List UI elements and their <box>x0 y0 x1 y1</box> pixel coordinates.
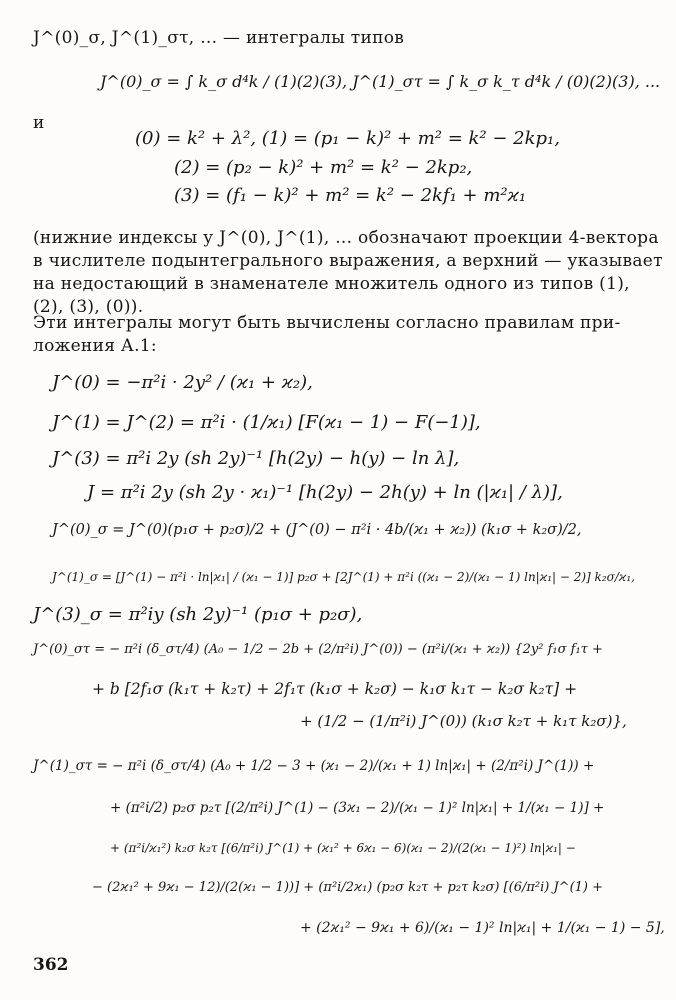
formula-j: J = π²i 2y (sh 2y · ϰ₁)⁻¹ [h(2y) − 2h(y) + ln (|ϰ₁| / λ)], <box>87 482 563 503</box>
paragraph-line: (2), (3), (0)). <box>33 297 144 317</box>
formula-j1-sigma-tau-cont: − (2ϰ₁² + 9ϰ₁ − 12)/(2(ϰ₁ − 1))] + (π²i/2ϰ₁) (p₂σ k₂τ + p₂τ k₂σ) [(6/π²i) J^(1) + <box>92 880 604 895</box>
formula-j0-sigma-tau-cont: + (1/2 − (1/π²i) J^(0)) (k₁σ k₂τ + k₁τ k₂σ)}, <box>300 712 627 730</box>
formula-j3: J^(3) = π²i 2y (sh 2y)⁻¹ [h(2y) − h(y) − ln λ], <box>52 448 460 469</box>
formula-j0-sigma-tau: J^(0)_στ = − π²i (δ_στ/4) (A₀ − 1/2 − 2b + (2/π²i) J^(0)) − (π²i/(ϰ₁ + ϰ₂)) {2y² f₁σ f₁τ + <box>33 642 603 657</box>
page-number: 362 <box>33 955 69 975</box>
paragraph-line: ложения А.1: <box>33 336 157 356</box>
formula-j1-sigma-tau: J^(1)_στ = − π²i (δ_στ/4) (A₀ + 1/2 − 3 + (ϰ₁ − 2)/(ϰ₁ + 1) ln|ϰ₁| + (2/π²i) J^(1)) + <box>33 758 595 774</box>
denominator-2: (2) = (p₂ − k)² + m² = k² − 2kp₂, <box>174 157 473 178</box>
paragraph-line: на недостающий в знаменателе множитель одного из типов (1), <box>33 274 630 294</box>
paragraph-line: Эти интегралы могут быть вычислены согласно правилам при- <box>33 313 621 333</box>
formula-j1-j2: J^(1) = J^(2) = π²i · (1/ϰ₁) [F(ϰ₁ − 1) − F(−1)], <box>52 412 481 433</box>
paragraph-line: (нижние индексы у J^(0), J^(1), ... обозначают проекции 4-вектора <box>33 228 659 248</box>
formula-j0: J^(0) = −π²i · 2y² / (ϰ₁ + ϰ₂), <box>52 372 313 393</box>
paragraph-line: в числителе подынтегрального выражения, а верхний — указывает <box>33 251 663 271</box>
conjunction-i: и <box>33 113 45 133</box>
formula-j3-sigma: J^(3)_σ = π²iy (sh 2y)⁻¹ (p₁σ + p₂σ), <box>33 604 363 625</box>
denominator-3: (3) = (f₁ − k)² + m² = k² − 2kf₁ + m²ϰ₁ <box>174 185 527 206</box>
formula-j1-sigma: J^(1)_σ = [J^(1) − π²i · ln|ϰ₁| / (ϰ₁ − 1)] p₂σ + [2J^(1) + π²i ((ϰ₁ − 2)/(ϰ₁ − 1) ln|ϰ₁| − 2)] k₂σ/ϰ₁, <box>52 570 635 584</box>
formula-j1-sigma-tau-cont: + (π²i/2) p₂σ p₂τ [(2/π²i) J^(1) − (3ϰ₁ − 2)/(ϰ₁ − 1)² ln|ϰ₁| + 1/(ϰ₁ − 1)] + <box>110 800 605 816</box>
formula-j1-sigma-tau-cont: + (π²i/ϰ₁²) k₂σ k₂τ [(6/π²i) J^(1) + (ϰ₁² + 6ϰ₁ − 6)(ϰ₁ − 2)/(2(ϰ₁ − 1)²) ln|ϰ₁| − <box>110 841 576 855</box>
integral-types: J^(0)_σ = ∫ k_σ d⁴k / (1)(2)(3), J^(1)_στ = ∫ k_σ k_τ d⁴k / (0)(2)(3), ... <box>100 72 661 91</box>
denominator-0-1: (0) = k² + λ², (1) = (p₁ − k)² + m² = k² − 2kp₁, <box>135 128 560 149</box>
formula-j0-sigma: J^(0)_σ = J^(0)(p₁σ + p₂σ)/2 + (J^(0) − π²i · 4b/(ϰ₁ + ϰ₂)) (k₁σ + k₂σ)/2, <box>52 522 582 538</box>
intro-line: J^(0)_σ, J^(1)_στ, ... — интегралы типов <box>33 28 405 48</box>
formula-j1-sigma-tau-cont: + (2ϰ₁² − 9ϰ₁ + 6)/(ϰ₁ − 1)² ln|ϰ₁| + 1/(ϰ₁ − 1) − 5], <box>300 920 665 936</box>
formula-j0-sigma-tau-cont: + b [2f₁σ (k₁τ + k₂τ) + 2f₁τ (k₁σ + k₂σ) − k₁σ k₁τ − k₂σ k₂τ] + <box>92 680 578 698</box>
